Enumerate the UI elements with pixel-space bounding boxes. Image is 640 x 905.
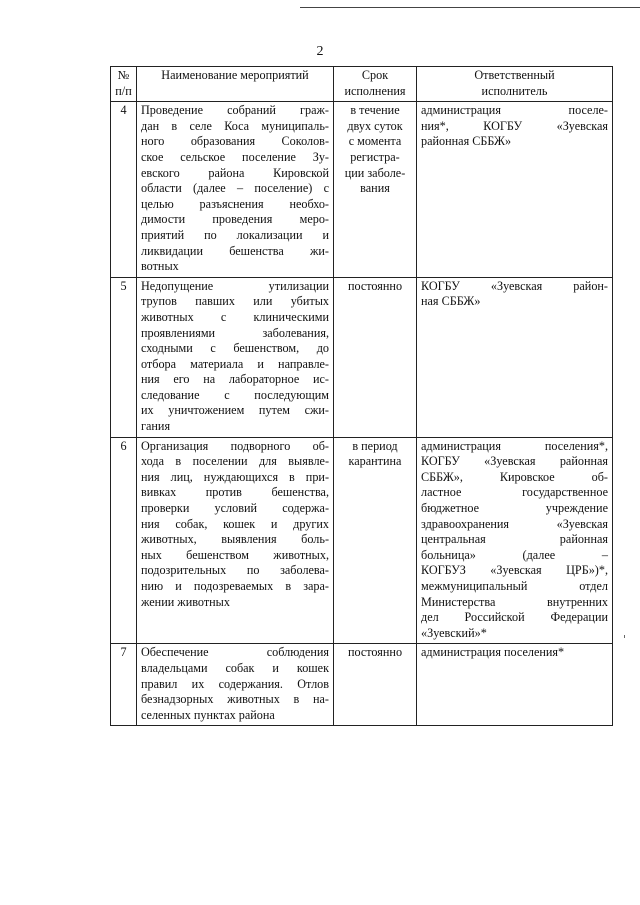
scan-mark [624,635,625,638]
measure-name-line: отбора материала и направле- [141,356,329,371]
measure-name-line: нию и подозреваемых в зара- [141,579,329,593]
table-row [111,102,613,278]
responsible-executor-line: КОГБУЗ «Зуевская ЦРБ»)*, [421,563,608,578]
responsible-executor-line: администрация поселе- [421,103,608,118]
measure-name-line: евского района Кировской [141,165,329,180]
deadline [334,277,417,437]
responsible-executor-line: межмуниципальный отдел [421,579,608,593]
top-rule [300,7,640,8]
responsible-executor-line: администрация поселения*, [421,438,608,453]
responsible-executor-line: администрация поселения* [421,645,565,660]
responsible-executor-line: СББЖ», Кировское об- [421,469,608,484]
measure-name-line: безнадзорных животных в на- [141,692,329,707]
measure-name-line: дан в селе Коса муниципаль- [141,118,329,133]
responsible-executor-line: районная СББЖ» [421,134,512,149]
measure-name-line: селенных пунктах района [141,707,275,722]
measures-table [110,66,613,726]
responsible-executor [417,437,613,644]
measure-name [137,277,334,437]
measure-name-line: вотных [141,259,179,274]
header-responsible: Ответственный исполнитель [417,67,613,102]
table-body [111,102,613,726]
row-number: 6 [111,437,137,644]
measure-name-line: хода в поселении для выявле- [141,454,329,469]
measure-name [137,102,334,278]
measure-name-line: ния собак, кошек и других [141,516,329,531]
row-number: 5 [111,277,137,437]
measure-name [137,437,334,644]
table-header-row [111,67,613,102]
measure-name-line: следование с последующим [141,387,329,402]
deadline-line: в течение [350,103,400,118]
responsible-executor-line: Министерства внутренних [421,594,608,609]
measure-name-line: ликвидации бешенства жи- [141,243,329,258]
deadline-line: регистра- [350,149,400,164]
table-row [111,644,613,726]
table-row [111,277,613,437]
responsible-executor-line: ния*, КОГБУ «Зуевская [421,118,608,133]
measure-name-line: ных бешенством животных, [141,547,329,562]
measure-name-line: их уничтожением путем сжи- [141,403,329,418]
header-num: № п/п [111,67,137,102]
measure-name-line: целью разъяснения необхо- [141,196,329,211]
deadline-line: ции заболе- [344,165,406,180]
measure-name-line: владельцами собак и кошек [141,660,329,675]
measure-name-line: вивках против бешенства, [141,485,329,500]
measure-name-line: трупов павших или убитых [141,294,329,309]
deadline [334,644,417,726]
measure-name-line: ного образования Соколов- [141,134,329,149]
responsible-executor-line: «Зуевский»* [421,625,487,640]
deadline-line: постоянно [347,645,403,660]
measure-name-line: приятий по локализации и [141,227,329,242]
measure-name-line: сходными с бешенством, до [141,341,329,356]
deadline-line: вания [360,181,390,196]
measure-name-line: проверки условий содержа- [141,501,329,516]
measure-name-line: ния его на лабораторное ис- [141,372,329,387]
measure-name-line: ское сельское поселение Зу- [141,149,329,164]
deadline-line: постоянно [347,278,403,293]
responsible-executor [417,277,613,437]
measure-name-line: Недопущение утилизации [141,278,329,293]
deadline-line: двух суток [347,118,403,133]
deadline-line: в период [352,438,398,453]
row-number: 4 [111,102,137,278]
deadline-line: карантина [348,454,402,469]
measure-name-line: подозрительных по заболева- [141,563,329,578]
measure-name-line: жении животных [141,594,230,609]
responsible-executor-line: КОГБУ «Зуевская район- [421,278,608,293]
measure-name-line: ния лиц, нуждающихся в при- [141,469,329,484]
header-term: Срок исполнения [334,67,417,102]
responsible-executor-line: ная СББЖ» [421,294,481,309]
responsible-executor-line: больница» (далее – [421,547,608,562]
responsible-executor-line: центральная районная [421,532,608,547]
measure-name-line: правил их содержания. Отлов [141,676,329,691]
measure-name-line: димости проведения меро- [141,212,329,227]
measure-name-line: Проведение собраний граж- [141,103,329,118]
deadline [334,102,417,278]
responsible-executor-line: дел Российской Федерации [421,610,608,625]
responsible-executor-line: бюджетное учреждение [421,501,608,516]
page-number: 2 [316,44,324,59]
measure-name-line: области (далее – поселение) с [141,181,329,196]
deadline [334,437,417,644]
measure-name-line: животных с клиническими [141,309,329,324]
responsible-executor [417,102,613,278]
responsible-executor-line: КОГБУ «Зуевская районная [421,454,608,469]
table-row [111,437,613,644]
measure-name-line: Организация подворного об- [141,438,329,453]
responsible-executor-line: ластное государственное [421,485,608,500]
measure-name [137,644,334,726]
measure-name-line: Обеспечение соблюдения [141,645,329,660]
measure-name-line: проявлениями заболевания, [141,325,329,340]
row-number: 7 [111,644,137,726]
measure-name-line: животных, выявления боль- [141,532,329,547]
responsible-executor-line: здравоохранения «Зуевская [421,516,608,531]
header-name: Наименование мероприятий [137,67,334,102]
responsible-executor [417,644,613,726]
measure-name-line: гания [141,419,171,434]
deadline-line: с момента [348,134,402,149]
